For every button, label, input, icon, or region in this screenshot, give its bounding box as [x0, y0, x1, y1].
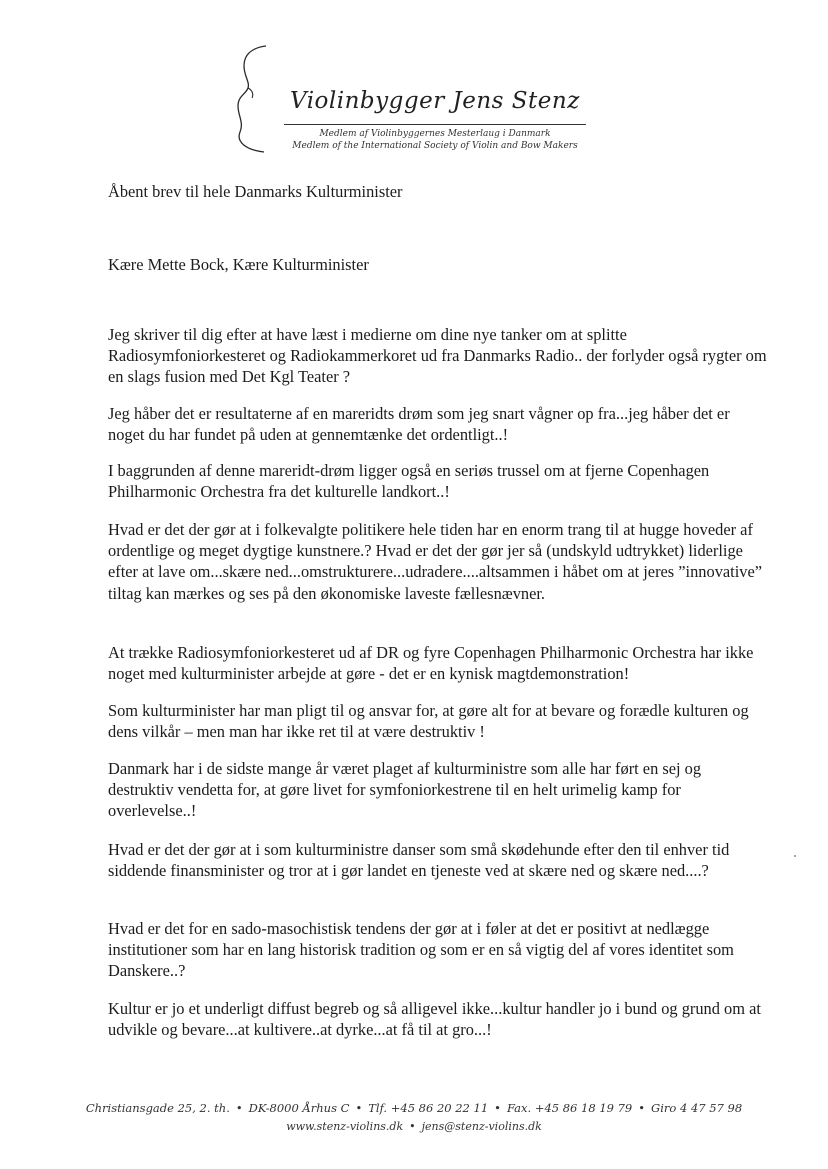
body-paragraph: At trække Radiosymfoniorkesteret ud af DR og fyre Copenhagen Philharmonic Orchestra har ikke noget med kulturminister arbejde at gøre - det er en kynisk magtdemonstration! [108, 643, 754, 684]
footer-web-line: www.stenz-violins.dk • jens@stenz-violins.dk [286, 1120, 542, 1133]
footer-fax: Fax. +45 86 18 19 79 [506, 1101, 633, 1115]
body-paragraph: Jeg skriver til dig efter at have læst i medierne om dine nye tanker om at splitte Radiosymfoniorkesteret og Radiokammerkoret ud fra Danmarks Radio.. der forlyder også rygter om en slags fusion med Det Kgl Teater ? [108, 325, 767, 387]
footer-phone: Tlf. +45 86 20 22 11 [368, 1101, 489, 1115]
body-paragraph: Kultur er jo et underligt diffust begreb og så alligevel ikke...kultur handler jo i bund og grund om at udvikle og bevare...at kultivere..at dyrke...at få til at gro...! [108, 999, 761, 1040]
footer-email-link[interactable]: jens@stenz-violins.dk [421, 1120, 542, 1133]
membership-line: Medlem of the International Society of Violin and Bow Makers [292, 141, 578, 151]
scan-speck [794, 855, 796, 857]
letter-title: Åbent brev til hele Danmarks Kulturminister [108, 182, 403, 201]
membership-line: Medlem af Violinbyggernes Mesterlaug i Danmark [319, 129, 551, 139]
body-paragraph: I baggrunden af denne mareridt-drøm ligger også en seriøs trussel om at fjerne Copenhagen Philharmonic Orchestra fra det kulturelle landkort..! [108, 461, 710, 502]
body-paragraph: Hvad er det for en sado-masochistisk tendens der gør at i føler at det er positivt at nedlægge institutioner som har en lang historisk tradition og som er en så vigtig del af vores identitet som Danskere..? [108, 919, 734, 981]
body-paragraph: Hvad er det der gør at i som kulturministre danser som små skødehunde efter den til enhver tid siddende finansminister og tror at i gør landet en tjeneste ved at skære ned og skære ned....? [108, 840, 730, 881]
footer-contact-line: Christiansgade 25, 2. th. • DK-8000 Århus C • Tlf. +45 86 20 22 11 • Fax. +45 86 18 19 79 • Giro 4 47 57 98 [85, 1101, 743, 1115]
footer-giro: Giro 4 47 57 98 [651, 1101, 743, 1115]
body-paragraph: Danmark har i de sidste mange år været plaget af kulturministre som alle har ført en sej og destruktiv vendetta for, at gøre livet for symfoniorkestrene til en helt urimelig kamp for overlevelse..! [108, 759, 702, 821]
body-paragraph: Som kulturminister har man pligt til og ansvar for, at gøre alt for at bevare og forædle kulturen og dens vilkår – men man har ikke ret til at være destruktiv ! [108, 701, 749, 742]
letter-greeting: Kære Mette Bock, Kære Kulturminister [108, 255, 369, 274]
footer-city: DK-8000 Århus C [248, 1101, 350, 1115]
body-paragraph: Jeg håber det er resultaterne af en mareridts drøm som jeg snart vågner op fra...jeg håber det er noget du har fundet på uden at gennemtænke det ordentligt..! [108, 404, 730, 445]
membership-lines [284, 128, 586, 152]
body-paragraph: Hvad er det der gør at i folkevalgte politikere hele tiden har en enorm trang til at hugge hoveder af ordentlige og meget dygtige kunstnere.? Hvad er det der gør jer så (undskyld udtrykket) liderlige efter at lave om...skære ned...omstrukturere...udradere....altsammen i håbet om at jeres ”innovative” tiltag kan mærkes og ses på den økonomiske laveste fællesnævner. [108, 520, 763, 603]
brand-divider [284, 124, 586, 125]
footer-website-link[interactable]: www.stenz-violins.dk [286, 1120, 404, 1133]
brand-name: Violinbygger Jens Stenz [290, 88, 580, 114]
violin-outline-logo [230, 42, 290, 157]
footer-address: Christiansgade 25, 2. th. [85, 1101, 230, 1115]
